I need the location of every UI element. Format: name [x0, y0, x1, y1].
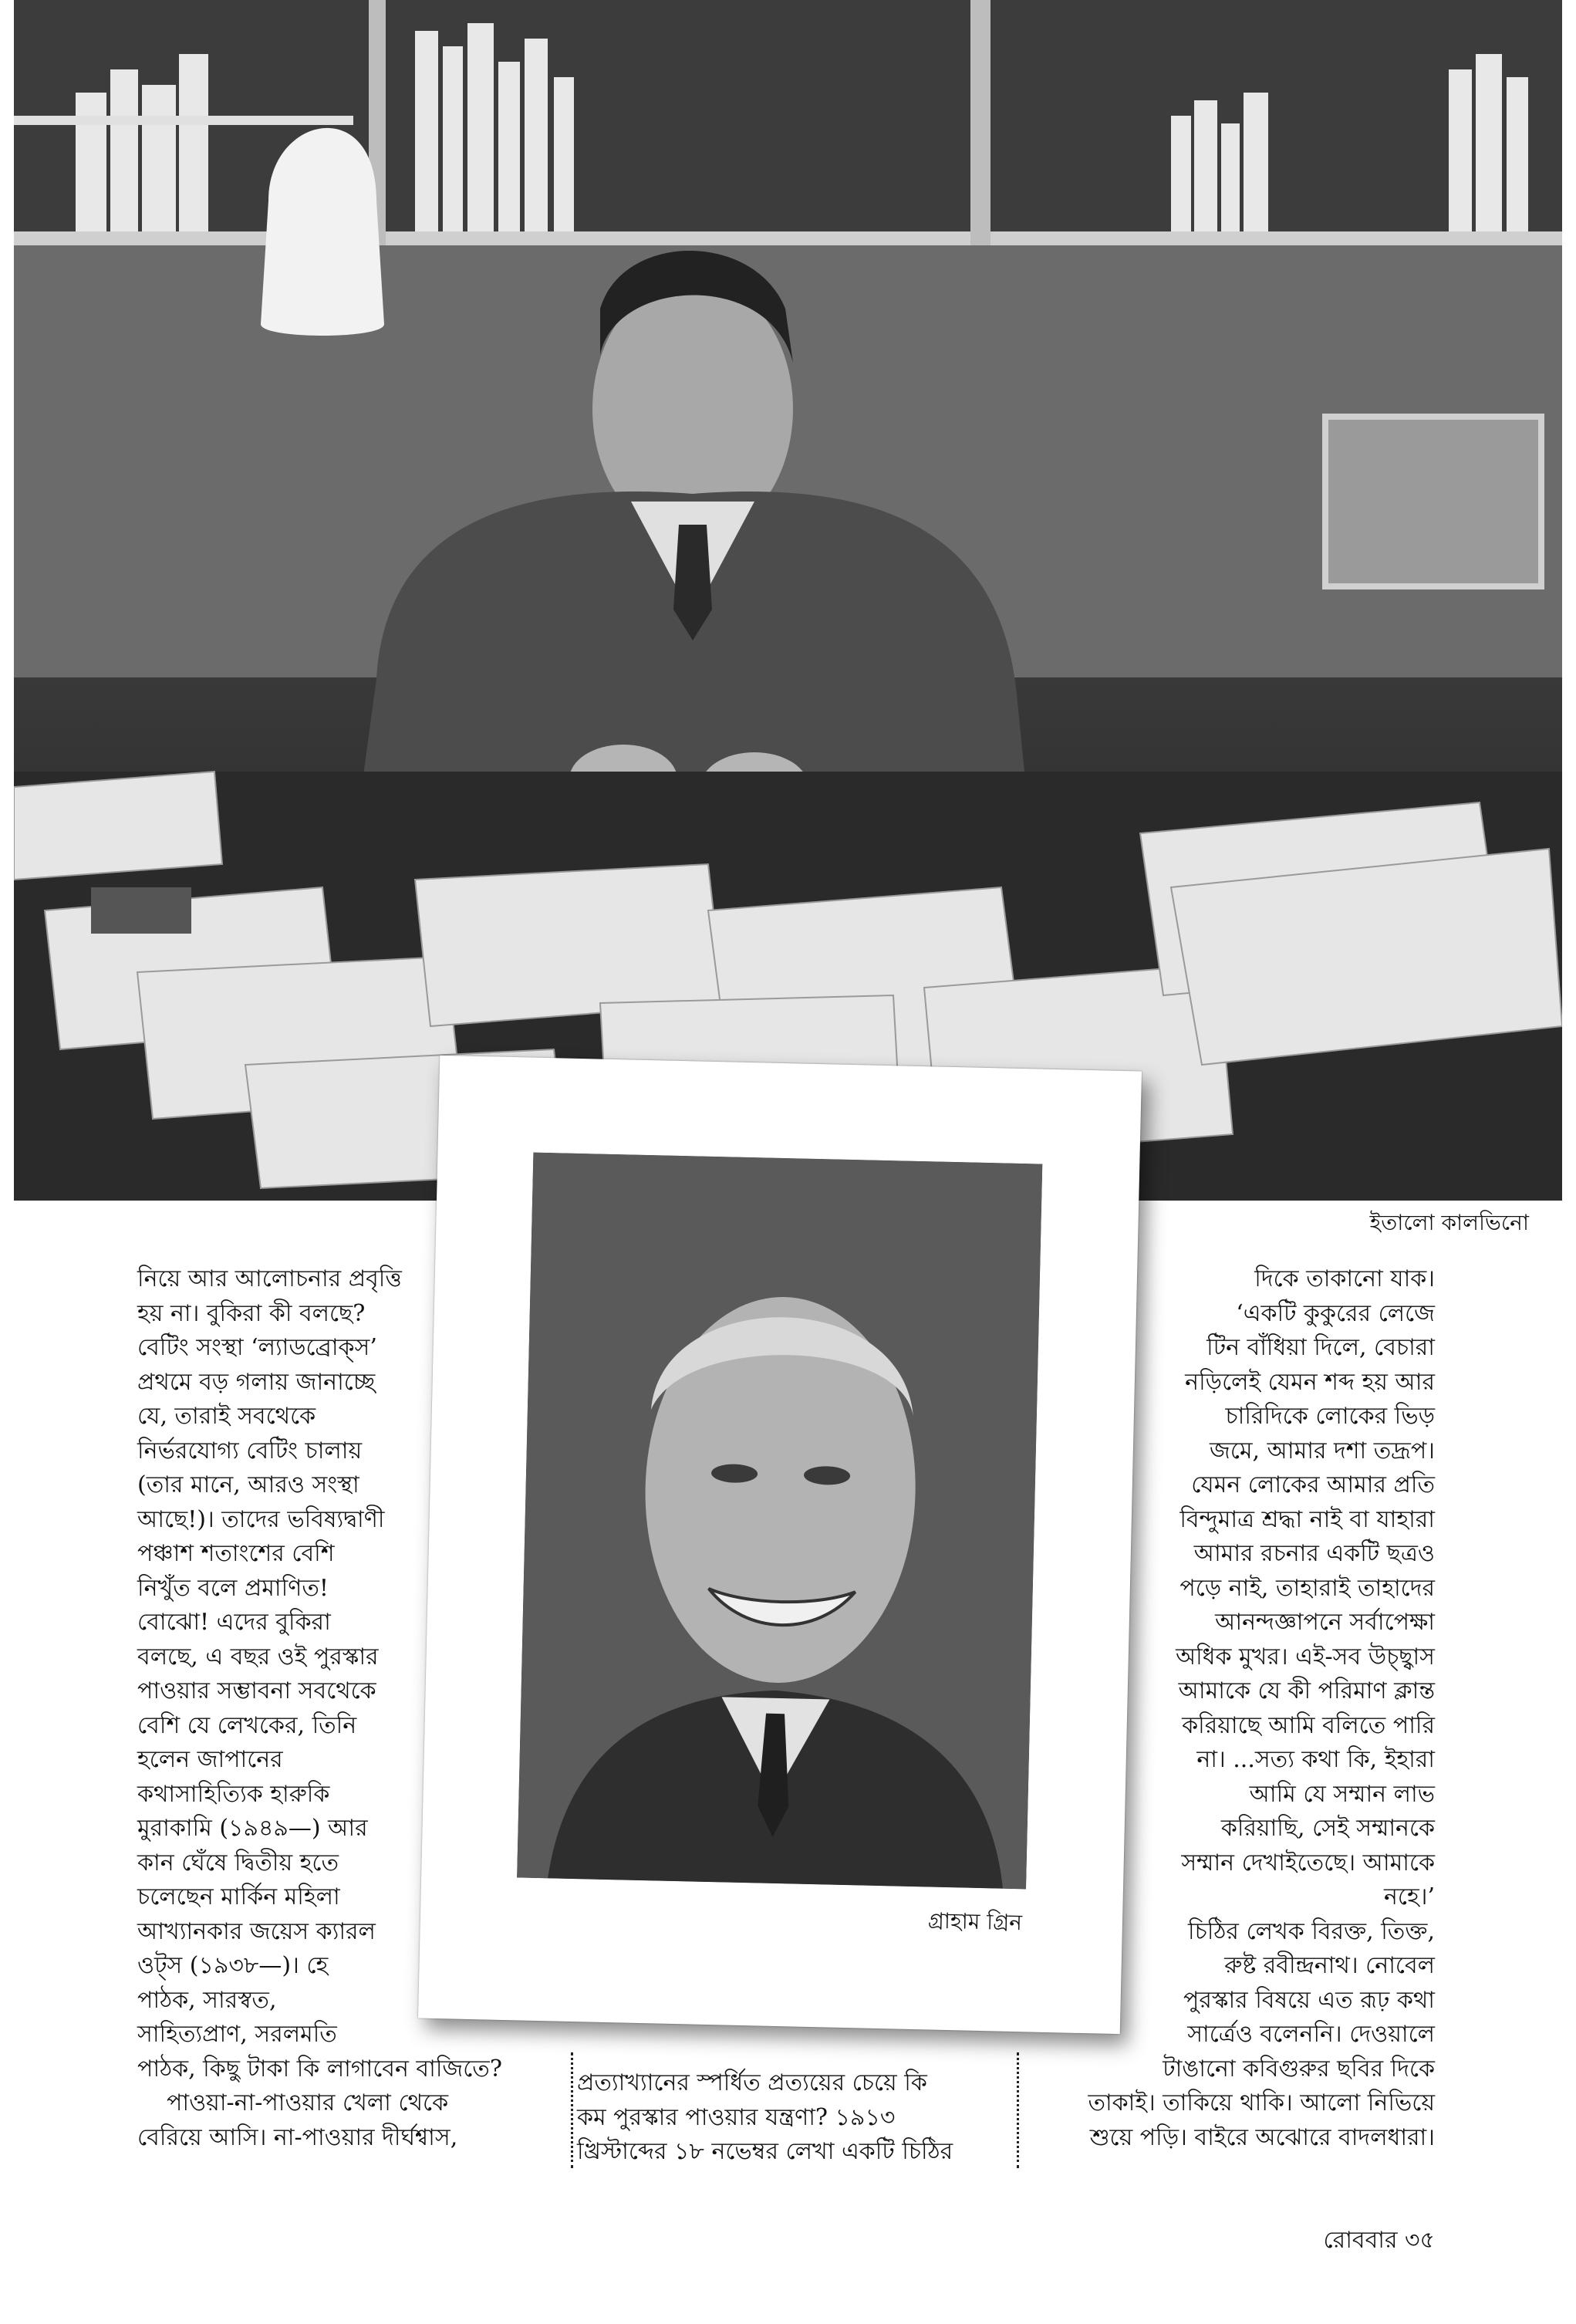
text-line: চারিদিকে লোকের ভিড়: [1225, 1403, 1435, 1430]
text-line: সার্ত্রেও বলেননি। দেওয়ালে: [1187, 2021, 1435, 2048]
text-line: বেশি যে লেখকের, তিনি: [137, 1711, 357, 1739]
text-line: বেটিং সংস্থা ‘ল্যাডব্রোক্‌স’: [137, 1334, 377, 1361]
portrait-photo-icon: [14, 0, 1562, 1201]
text-line: পাঠক, কিছু টাকা কি লাগাবেন বাজিতে?: [137, 2055, 502, 2082]
text-line: যে, তারাই সবথেকে: [137, 1403, 316, 1430]
text-line: কান ঘেঁষে দ্বিতীয় হতে: [137, 1849, 339, 1876]
text-line: চিঠির লেখক বিরক্ত, তিক্ত,: [1188, 1917, 1435, 1945]
text-line: টিন বাঁধিয়া দিলে, বেচারা: [1206, 1334, 1435, 1361]
text-line: সাহিত্যপ্রাণ, সরলমতি: [137, 2021, 337, 2048]
text-line: নড়িলেই যেমন শব্দ হয় আর: [1185, 1368, 1435, 1396]
text-line: করিয়াছি, সেই সম্মানকে: [1220, 1815, 1435, 1842]
text-line: নিয়ে আর আলোচনার প্রবৃত্তি: [137, 1265, 402, 1292]
text-line: ‘একটি কুকুরের লেজে: [1236, 1299, 1435, 1327]
text-line: আছে!)। তাদের ভবিষ্যদ্বাণী: [137, 1505, 385, 1533]
text-line: প্রথমে বড় গলায় জানাচ্ছে: [137, 1368, 376, 1396]
text-line: বলছে, এ বছর ওই পুরস্কার: [137, 1643, 379, 1670]
text-line: সম্মান দেখাইতেছে। আমাকে: [1181, 1849, 1435, 1876]
text-line: যেমন লোকের আমার প্রতি: [1191, 1471, 1435, 1498]
text-line: আমার রচনার একটি ছত্রও: [1193, 1540, 1435, 1567]
text-line: খ্রিস্টাব্দের ১৮ নভেম্বর লেখা একটি চিঠির: [577, 2138, 953, 2165]
text-line: [137, 2086, 562, 2121]
text-line: টাঙানো কবিগুরুর ছবির দিকে: [1163, 2055, 1435, 2082]
text-line: করিয়াছে আমি বলিতে পারি: [1182, 1711, 1435, 1739]
main-photo: [14, 0, 1562, 1201]
text-line-content: পাওয়া-না-পাওয়ার খেলা থেকে: [167, 2089, 449, 2116]
article-column-middle: [577, 2066, 1024, 2170]
text-line: পাওয়ার সম্ভাবনা সবথেকে: [137, 1677, 376, 1704]
text-line: বিন্দুমাত্র শ্রদ্ধা নাই বা যাহারা: [1179, 1505, 1435, 1533]
text-line: দিকে তাকানো যাক।: [1254, 1265, 1435, 1292]
text-line: নিখুঁত বলে প্রমাণিত!: [137, 1574, 329, 1602]
text-line: হয় না। বুকিরা কী বলছে?: [137, 1299, 366, 1327]
text-line: শুয়ে পড়ি। বাইরে অঝোরে বাদলধারা।: [1089, 2123, 1435, 2151]
main-photo-caption: ইতালো কালভিনো: [1369, 1210, 1529, 1235]
column-divider-left: [571, 2052, 573, 2168]
text-line: মুরাকামি (১৯৪৯—) আর: [137, 1815, 368, 1842]
text-line: আমাকে যে কী পরিমাণ ক্লান্ত: [1178, 1677, 1435, 1704]
text-line: ওট্‌স (১৯৩৮—)। হে: [137, 1952, 329, 1979]
text-line: কথাসাহিত্যিক হারুকি: [137, 1780, 330, 1808]
page-footer: রোববার ৩৫: [1323, 2227, 1435, 2254]
text-line: নহে।’: [1384, 1883, 1435, 1910]
text-line: আখ্যানকার জয়েস ক্যারল: [137, 1917, 376, 1945]
text-line: বেরিয়ে আসি। না-পাওয়ার দীর্ঘশ্বাস,: [137, 2123, 458, 2151]
text-line: না। ...সত্য কথা কি, ইহারা: [1196, 1746, 1435, 1773]
text-line: জমে, আমার দশা তদ্রূপ।: [1210, 1437, 1435, 1464]
inset-photo-card: [418, 1056, 1142, 2034]
text-line: নির্ভরযোগ্য বেটিং চালায়: [137, 1437, 363, 1464]
text-line: অধিক মুখর। এই-সব উচ্ছ্বাস: [1176, 1643, 1435, 1670]
text-line: কম পুরস্কার পাওয়ার যন্ত্রণা? ১৯১৩: [577, 2103, 896, 2131]
text-line: (তার মানে, আরও সংস্থা: [137, 1471, 359, 1498]
text-line: হলেন জাপানের: [137, 1746, 283, 1773]
text-line: প্রত্যাখ্যানের স্পর্ধিত প্রত্যয়ের চেয়ে কি: [577, 2069, 927, 2096]
text-line: পড়ে নাই, তাহারাই তাহাদের: [1179, 1574, 1435, 1602]
text-line: রুষ্ট রবীন্দ্রনাথ। নোবেল: [1224, 1952, 1435, 1979]
text-line: পুরস্কার বিষয়ে এত রূঢ় কথা: [1183, 1986, 1435, 2014]
text-line: চলেছেন মার্কিন মহিলা: [137, 1883, 340, 1910]
portrait-photo-icon: [517, 1153, 1042, 1890]
text-line: আনন্দজ্ঞাপনে সর্বাপেক্ষা: [1215, 1609, 1435, 1636]
text-line: বোঝো! এদের বুকিরা: [137, 1609, 331, 1636]
text-line: পঞ্চাশ শতাংশের বেশি: [137, 1540, 335, 1567]
text-line: আমি যে সম্মান লাভ: [1249, 1780, 1435, 1808]
text-line: তাকাই। তাকিয়ে থাকি। আলো নিভিয়ে: [1088, 2089, 1435, 2116]
inset-photo-caption: গ্রাহাম গ্রিন: [927, 1907, 1023, 1936]
text-line: পাঠক, সারস্বত,: [137, 1986, 277, 2014]
inset-photo: [517, 1153, 1042, 1890]
